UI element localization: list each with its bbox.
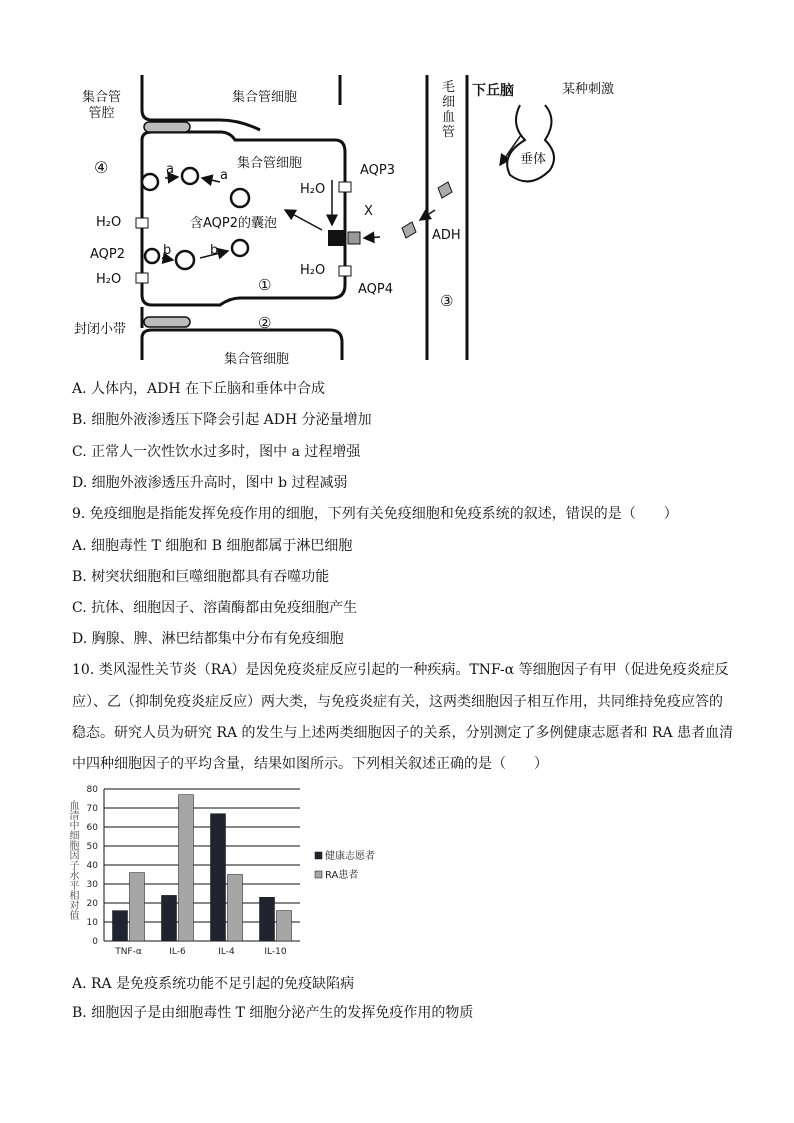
q10-stem-line-3: 稳态。研究人员为研究 RA 的发生与上述两类细胞因子的关系，分别测定了多例健康志愿者和 RA 患者血清: [72, 725, 734, 741]
y-tick-label: 70: [86, 804, 98, 814]
label-h2o-3: H₂O: [300, 182, 326, 197]
q10-stem-line-2: 应）、乙（抑制免疫炎症反应）两大类，与免疫炎症有关，这两类细胞因子相互作用，共同维持免疫应答的: [72, 694, 723, 710]
y-tick-label: 80: [86, 785, 98, 795]
q9-stem: 9. 免疫细胞是指能发挥免疫作用的细胞，下列有关免疫细胞和免疫系统的叙述，错误的是（ ）: [72, 506, 678, 522]
bar: [277, 911, 292, 941]
legend-swatch: [315, 852, 322, 859]
legend-label: RA患者: [325, 870, 359, 881]
collecting-duct-lumen-label-1: 集合管: [82, 90, 122, 105]
legend-label: 健康志愿者: [325, 851, 375, 862]
bar: [260, 897, 275, 941]
q9-option-a: A. 细胞毒性 T 细胞和 B 细胞都属于淋巴细胞: [72, 538, 353, 554]
label-hypothalamus: 下丘脑: [472, 83, 514, 99]
q10-option-a: A. RA 是免疫系统功能不足引起的免疫缺陷病: [72, 976, 355, 992]
label-aqp2: AQP2: [90, 247, 126, 262]
label-vesicle: 含AQP2的囊泡: [190, 216, 278, 231]
q10-stem-line-4: 中四种细胞因子的平均含量，结果如图所示。下列相关叙述正确的是（ ）: [72, 756, 548, 772]
y-tick-label: 20: [86, 899, 98, 909]
pituitary-gland: [507, 105, 554, 181]
x-tick-label: IL-4: [218, 947, 235, 957]
aqp3-channel: [339, 182, 351, 192]
q8-option-a: A. 人体内，ADH 在下丘脑和垂体中合成: [72, 381, 326, 397]
x-tick-label: IL-10: [264, 947, 287, 957]
capillary-label-3: 血: [442, 110, 456, 125]
q8-option-c: C. 正常人一次性饮水过多时，图中 a 过程增强: [72, 444, 361, 460]
bar: [228, 875, 243, 942]
label-region3: ③: [440, 292, 454, 310]
y-tick-label: 60: [86, 823, 98, 833]
label-region2: ②: [258, 314, 272, 332]
q9-option-b: B. 树突状细胞和巨噬细胞都具有吞噬功能: [72, 569, 330, 585]
x-tick-label: IL-6: [169, 947, 186, 957]
q9-option-c: C. 抗体、细胞因子、溶菌酶都由免疫细胞产生: [72, 600, 358, 616]
capillary-label-4: 管: [442, 125, 456, 140]
label-h2o-1: H₂O: [96, 215, 122, 230]
receptor-x: [328, 230, 346, 246]
y-tick-label: 10: [86, 918, 98, 928]
label-x: X: [364, 204, 373, 219]
aqp2-channel-2: [136, 273, 148, 283]
chart-ylabel: 血清中细胞因子水平相对值: [67, 800, 78, 920]
collecting-duct-lumen-label-2: 管腔: [88, 106, 115, 121]
capillary-label-1: 毛: [442, 80, 456, 95]
y-tick-label: 0: [92, 937, 98, 947]
y-tick-label: 30: [86, 880, 98, 890]
label-tight-junction: 封闭小带: [74, 322, 127, 337]
label-b-1: b: [163, 243, 172, 258]
label-aqp4: AQP4: [358, 282, 394, 297]
label-a-2: a: [220, 168, 228, 183]
label-stimulus: 某种刺激: [562, 82, 615, 97]
adh-mechanism-diagram: [80, 70, 640, 370]
label-cell-mid: 集合管细胞: [237, 156, 303, 171]
q8-option-d: D. 细胞外液渗透压升高时，图中 b 过程减弱: [72, 475, 348, 491]
bar: [179, 795, 194, 941]
q9-option-d: D. 胸腺、脾、淋巴结都集中分布有免疫细胞: [72, 631, 344, 647]
label-h2o-4: H₂O: [300, 263, 326, 278]
label-region1: ①: [258, 276, 272, 294]
adh-bound: [348, 232, 360, 244]
bar: [211, 814, 226, 941]
capillary-label-2: 细: [442, 95, 456, 110]
label-b-2: b: [210, 243, 219, 258]
label-pituitary: 垂体: [520, 152, 547, 167]
label-h2o-2: H₂O: [96, 272, 122, 287]
aqp4-channel: [339, 266, 351, 276]
bar: [130, 873, 145, 941]
tight-junction-top: [144, 122, 190, 132]
q10-stem-line-1: 10. 类风湿性关节炎（RA）是因免疫炎症反应引起的一种疾病。TNF-α 等细胞因子有甲（促进免疫炎症反: [72, 662, 729, 678]
x-tick-label: TNF-α: [115, 947, 142, 957]
cytokine-bar-chart: [68, 780, 408, 960]
q8-option-b: B. 细胞外液渗透压下降会引起 ADH 分泌量增加: [72, 412, 372, 428]
label-adh: ADH: [432, 228, 461, 243]
adh-particle-1: [438, 182, 452, 198]
label-aqp3: AQP3: [360, 163, 396, 178]
q10-option-b: B. 细胞因子是由细胞毒性 T 细胞分泌产生的发挥免疫作用的物质: [72, 1005, 474, 1021]
label-a-1: a: [166, 162, 174, 177]
y-tick-label: 50: [86, 842, 98, 852]
y-tick-label: 40: [86, 861, 98, 871]
tight-junction-bottom: [144, 317, 190, 327]
aqp2-channel-1: [136, 218, 148, 228]
label-region4: ④: [94, 158, 109, 177]
legend-swatch: [315, 871, 322, 878]
adh-particle-2: [402, 222, 416, 238]
bar: [113, 911, 128, 941]
label-cell-bottom: 集合管细胞: [224, 352, 290, 367]
bar: [162, 895, 177, 941]
label-cell-top: 集合管细胞: [232, 90, 298, 105]
